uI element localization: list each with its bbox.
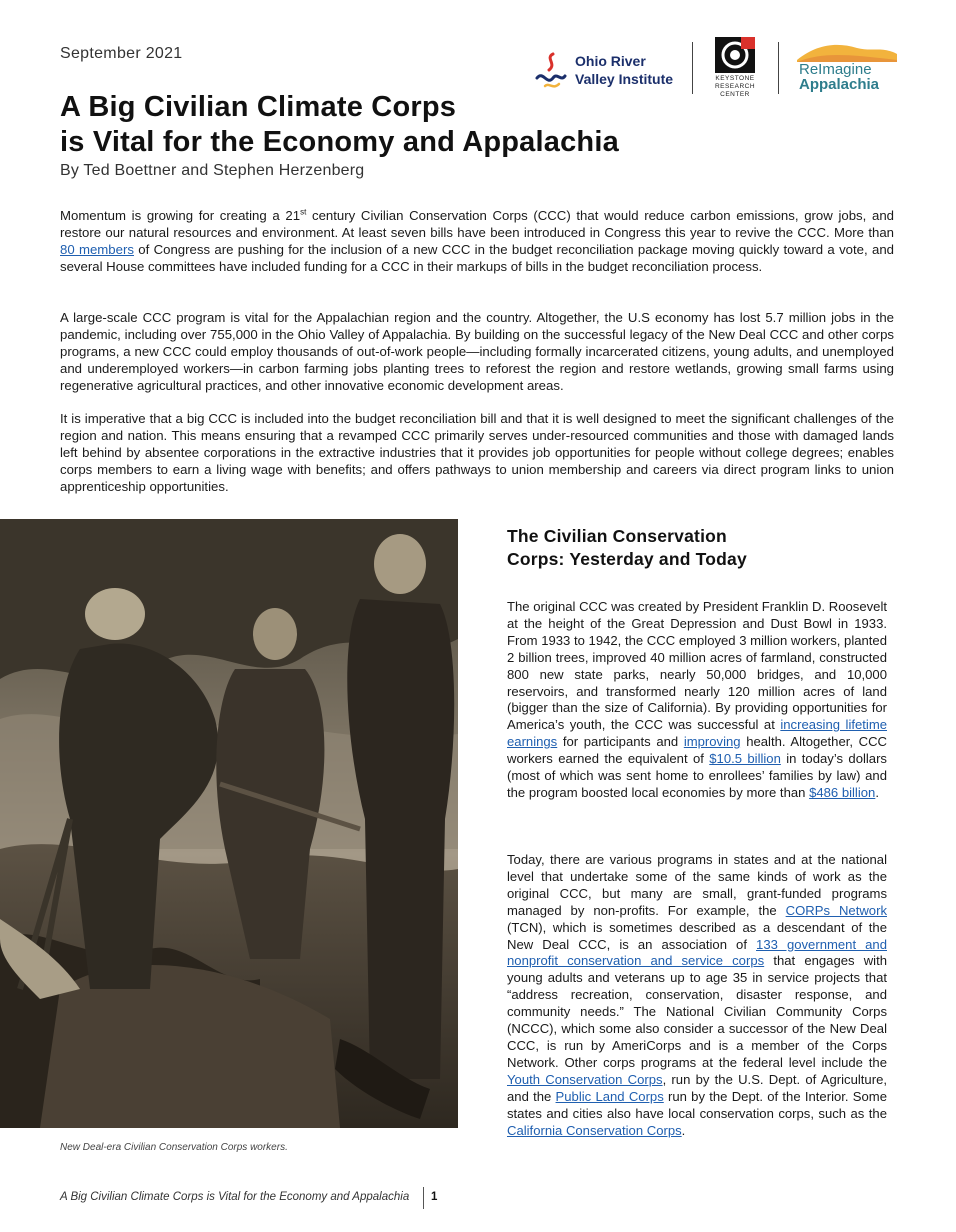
c2-text-c: that engages with young adults and veterans up to age 35 in service projects that “address recreation, conservation, disaster response, and community needs.” The National Civilian Community Corps (NCCC), which some also consider a successor of the New Deal CCC, is run by AmeriCorps and is a member of the Corps Network. Other corps programs at the federal level include the bbox=[507, 953, 888, 1070]
ra-logo bbox=[797, 40, 897, 62]
c2-text-e: run by the Dept. of the Interior. Some states and cities also have local conservation corps, such as the bbox=[507, 1088, 887, 1121]
c1-text-e: . bbox=[875, 784, 879, 800]
link-133-corps[interactable]: 133 government and nonprofit conservation and service corps bbox=[507, 936, 887, 969]
p1-text-b: century Civilian Conservation Corps (CCC) that would reduce carbon emissions, grow jobs, and restore our natural resources and environment. At least seven bills have been introduced in Congress this year to revive the CCC. More than bbox=[60, 208, 894, 240]
c1-text-c: health. Altogether, CCC workers earned the equivalent of bbox=[507, 734, 888, 767]
krc-mark-icon bbox=[713, 37, 757, 73]
ra-logo-line-1: ReImagine bbox=[799, 61, 872, 78]
orvi-line-2: Valley Institute bbox=[575, 71, 674, 87]
krc-logo bbox=[713, 37, 757, 73]
ccc-workers-photo bbox=[0, 519, 458, 1128]
intro-paragraph-3: It is imperative that a big CCC is included into the budget reconciliation bill and that it is well designed to meet the significant challenges of the region and nation. This means ensuring that a revamped CCC primarily serves under-resourced communities and those with damaged lands left behind by absentee corporations in the extractive industries that it provides job opportunities for people without college degrees; enables corps members to earn a living wage with benefits; and offers pathways to union membership and careers via direct program links to union apprenticeship opportunities. bbox=[60, 411, 894, 494]
sidebar-heading-line-1: The Civilian Conservation bbox=[507, 526, 727, 546]
p1-text-c: of Congress are pushing for the inclusion of a new CCC in the budget reconciliation package moving quickly toward a vote, and several House committees have included funding for a CCC in their markups of bills in the budget reconciliation process. bbox=[60, 241, 894, 274]
ra-mountain-icon bbox=[797, 40, 897, 62]
p1-text-a: Momentum is growing for creating a 21 bbox=[60, 208, 301, 223]
intro-paragraph-1 bbox=[60, 208, 894, 276]
krc-line-1: KEYSTONE bbox=[715, 75, 755, 82]
intro-paragraph-2: A large-scale CCC program is vital for the Appalachian region and the country. Altogether, the U.S economy has lost 5.7 million jobs in the pandemic, including over 755,000 in the Ohio Valley of Appalachia. By building on the successful legacy of the New Deal CCC and other corps programs, a new CCC could employ thousands of out-of-work people—including formally incarcerated citizens, young adults, and unemployed and underemployed workers—in carbon farming jobs planting trees to reforest the region and restore wetlands, growing small farms using regenerative agricultural practices, and other innovative economic development areas. bbox=[60, 310, 894, 393]
photo-caption: New Deal-era Civilian Conservation Corps workers. bbox=[60, 1142, 288, 1153]
c2-text-f: . bbox=[681, 1122, 686, 1138]
orvi-mark-icon bbox=[535, 50, 569, 90]
byline: By Ted Boettner and Stephen Herzenberg bbox=[60, 162, 365, 179]
link-lifetime-earnings[interactable]: increasing lifetime earnings bbox=[507, 717, 888, 750]
krc-logo-text bbox=[710, 75, 760, 99]
report-date: September 2021 bbox=[60, 45, 183, 62]
p1-superscript: st bbox=[300, 207, 307, 217]
link-california-conservation-corps[interactable]: California Conservation Corps bbox=[507, 1122, 682, 1138]
sidebar-heading bbox=[507, 525, 747, 571]
link-80-members[interactable]: 80 members bbox=[60, 241, 134, 257]
orvi-logo-text bbox=[575, 52, 673, 88]
logo-divider bbox=[692, 42, 693, 94]
krc-line-2: RESEARCH bbox=[714, 83, 756, 90]
orvi-line-1: Ohio River bbox=[575, 53, 646, 69]
sidebar-paragraph-1 bbox=[507, 599, 887, 802]
logo-divider bbox=[778, 42, 779, 94]
sidebar-paragraph-2 bbox=[507, 852, 887, 1139]
c2-text-d: , run by the U.S. Dept. of Agriculture, and the bbox=[507, 1071, 887, 1104]
ra-logo-line-2: Appalachia bbox=[799, 76, 880, 93]
footer-title: A Big Civilian Climate Corps is Vital for the Economy and Appalachia bbox=[60, 1191, 410, 1203]
footer-divider bbox=[423, 1187, 424, 1209]
link-public-land-corps[interactable]: Public Land Corps bbox=[555, 1088, 664, 1104]
c2-text-b: (TCN), which is sometimes described as a descendant of the New Deal CCC, is an association of bbox=[507, 919, 887, 952]
c2-text-a: Today, there are various programs in states and at the national level that undertake some of the same kinds of work as the original CCC, but many are small, grant-funded programs managed by non-profits. For example, the bbox=[507, 852, 887, 918]
c1-text-a: The original CCC was created by President Franklin D. Roosevelt at the height of the Great Depression and Dust Bowl in 1933. From 1933 to 1942, the CCC employed 3 million workers, planted 2 billion trees, improved 40 million acres of farmland, constructed 800 new state parks, nearly 50,000 bridges, and 10,000 reservoirs, and transformed nearly 120 million acres of land (bigger than the size of California). By providing opportunities for America’s youth, the CCC was successful at bbox=[507, 599, 887, 733]
link-486-billion[interactable]: $486 billion bbox=[809, 784, 876, 800]
link-corps-network[interactable]: CORPs Network bbox=[785, 902, 887, 918]
historic-photo bbox=[0, 519, 458, 1128]
title-line-1: A Big Civilian Climate Corps bbox=[60, 91, 457, 123]
link-10-5-billion[interactable]: $10.5 billion bbox=[709, 751, 781, 767]
sidebar-heading-line-2: Corps: Yesterday and Today bbox=[507, 549, 747, 569]
title-line-2: is Vital for the Economy and Appalachia bbox=[60, 126, 619, 158]
page-number: 1 bbox=[431, 1191, 438, 1203]
page-title bbox=[60, 90, 619, 160]
link-improving[interactable]: improving bbox=[683, 734, 741, 750]
link-youth-conservation-corps[interactable]: Youth Conservation Corps bbox=[507, 1071, 663, 1087]
krc-line-3: CENTER bbox=[720, 91, 750, 98]
c1-text-b: for participants and bbox=[557, 734, 684, 750]
c1-text-d: in today’s dollars (most of which was sent home to enrollees’ families by law) and the program boosted local economies by more than bbox=[507, 751, 887, 800]
